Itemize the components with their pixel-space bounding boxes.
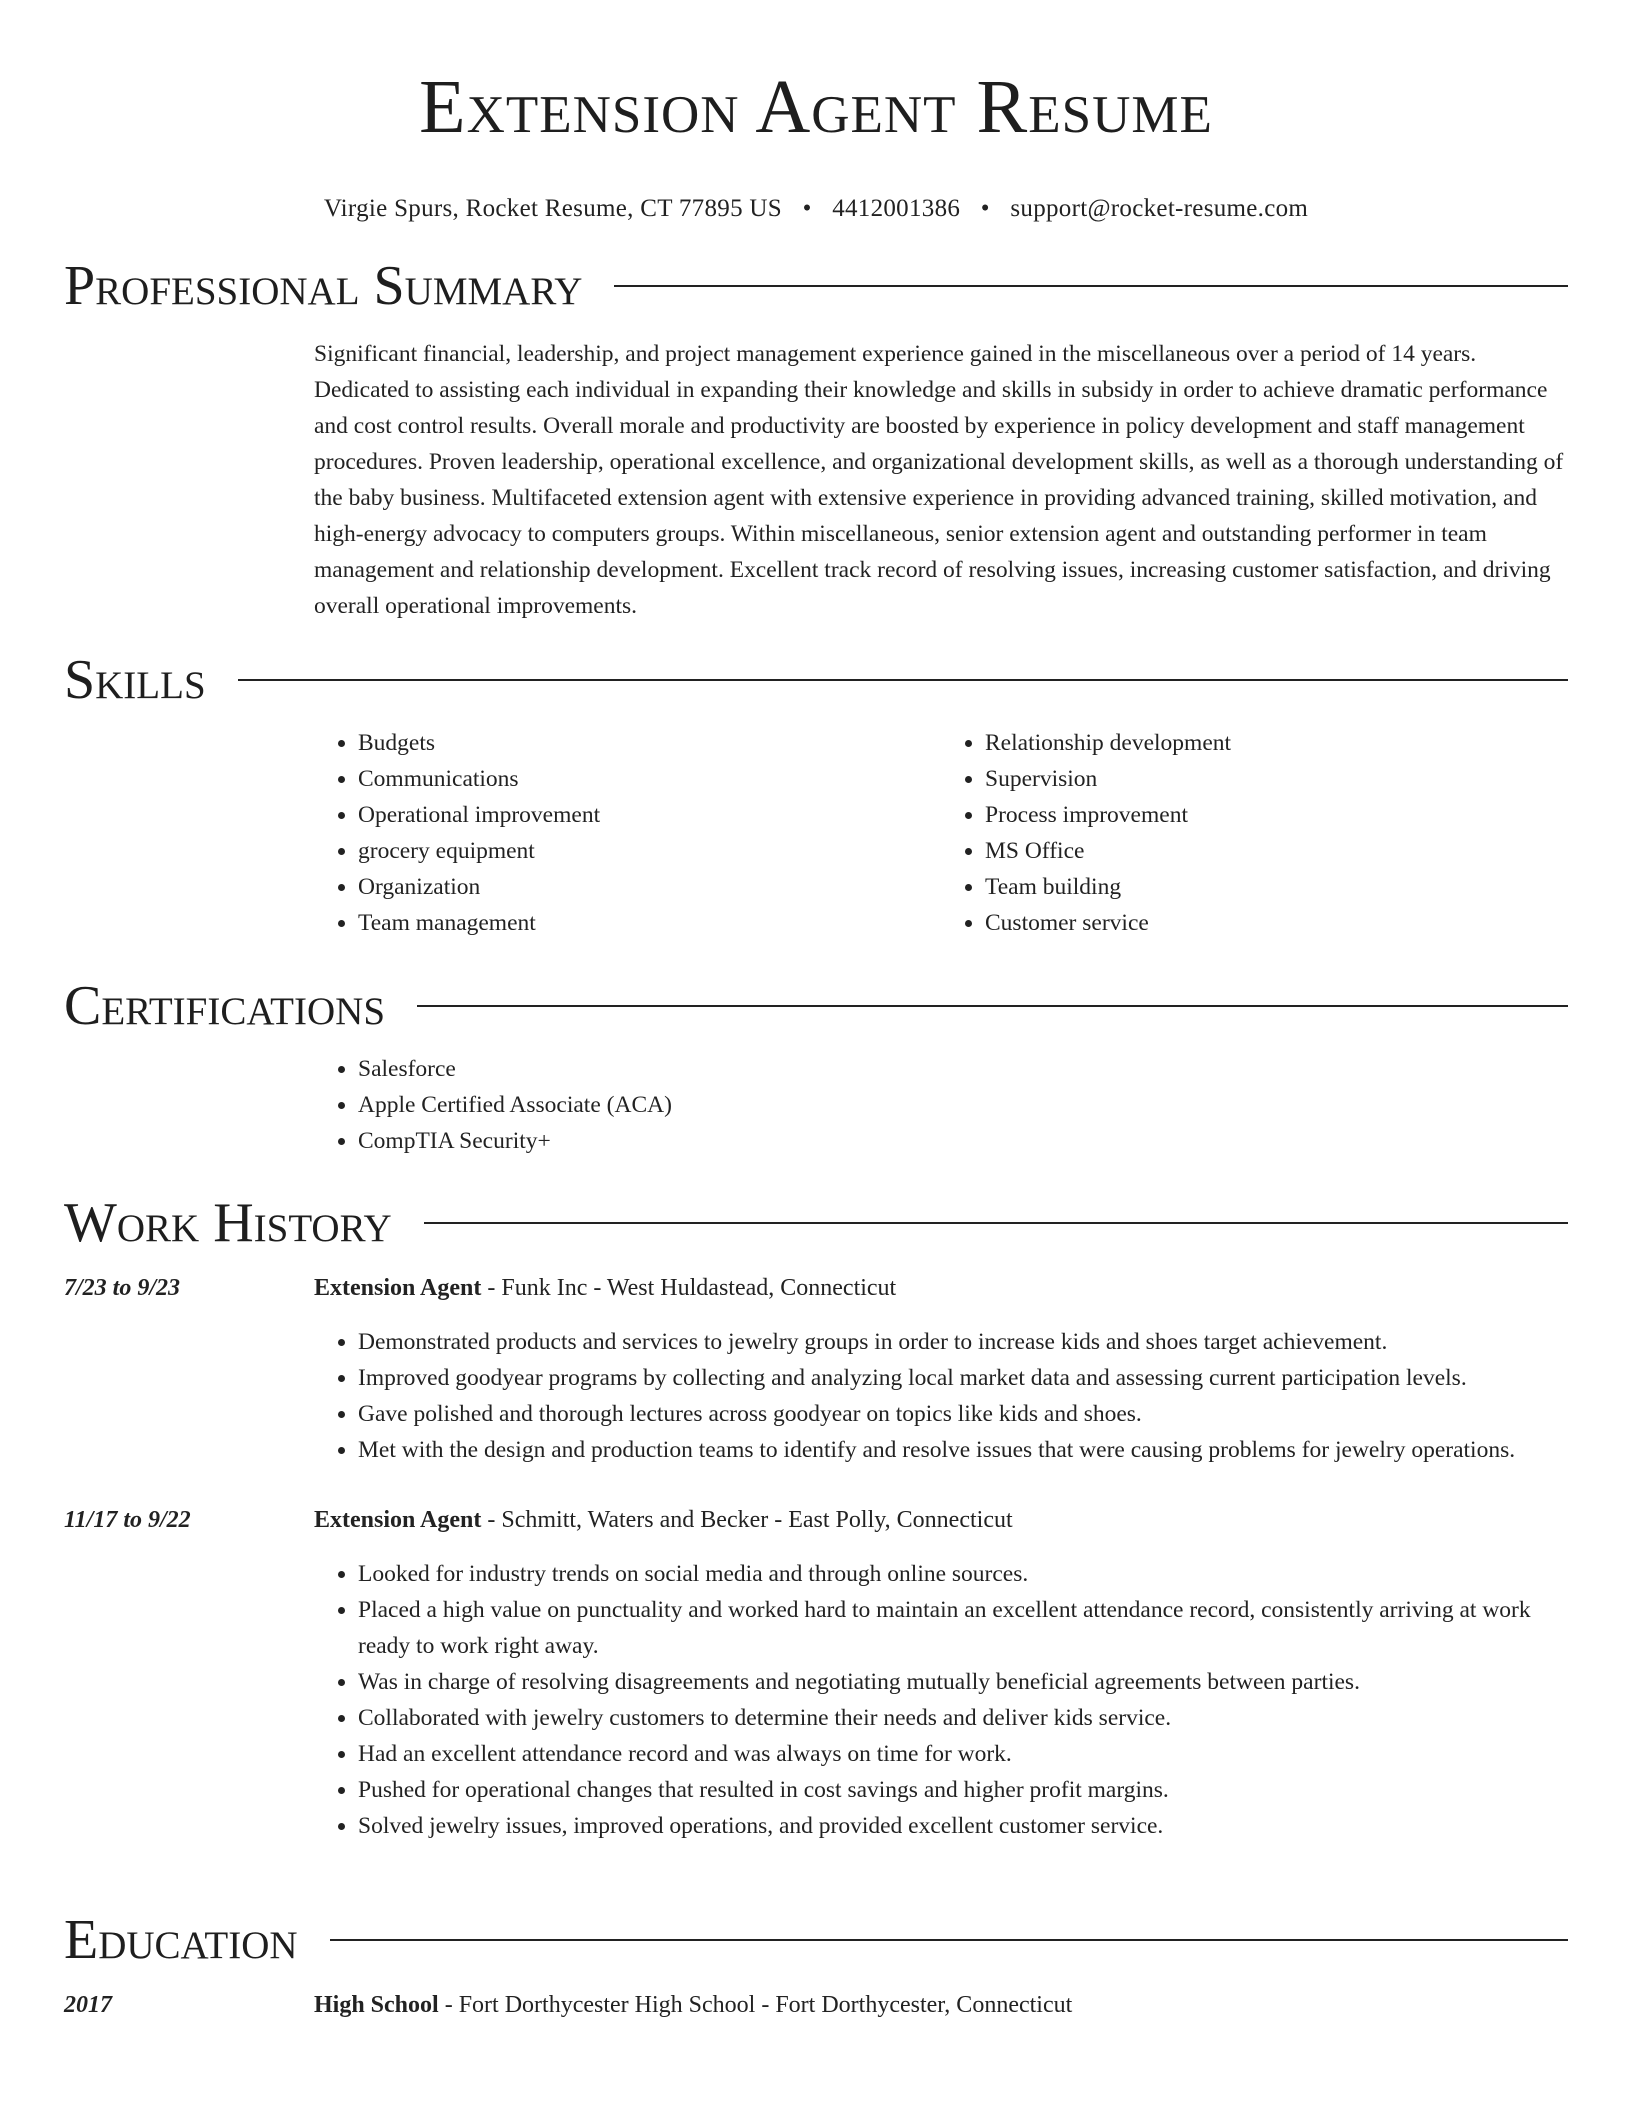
section-heading: Professional Summary bbox=[64, 255, 583, 317]
skills-list-right bbox=[941, 725, 1568, 941]
skill-item: • Operational improvement bbox=[358, 797, 941, 833]
contact-phone: 4412001386 bbox=[832, 195, 961, 222]
section-divider bbox=[614, 285, 1568, 287]
job-header bbox=[64, 1270, 1568, 1306]
section-heading: Skills bbox=[64, 649, 206, 711]
section-education bbox=[64, 1910, 1568, 2023]
certifications-list bbox=[314, 1051, 1568, 1159]
job-bullets bbox=[314, 1556, 1568, 1844]
contact-separator: • bbox=[980, 195, 990, 222]
section-header bbox=[64, 976, 1568, 1036]
certifications-body bbox=[314, 1051, 1568, 1159]
job-bullet: • Placed a high value on punctuality and worked hard to maintain an excellent attendance record, consistently arriving at work ready to work right away. bbox=[358, 1592, 1568, 1664]
skill-item: • Process improvement bbox=[985, 797, 1568, 833]
education-line bbox=[314, 1987, 1072, 2023]
summary-text: Significant financial, leadership, and project management experience gained in the miscellaneous over a period of 14 years. Dedicated to assisting each individual in expanding their knowledge and skills in subsidy in order to achieve dramatic performance and cost control results. Overall morale and productivity are boosted by experience in policy development and staff management procedures. Proven leadership, operational excellence, and organizational development skills, as well as a thorough understanding of the baby business. Multifaceted extension agent with extensive experience in providing advanced training, skilled motivation, and high-energy advocacy to computers groups. Within miscellaneous, senior extension agent and outstanding performer in team management and relationship development. Excellent track record of resolving issues, increasing customer satisfaction, and driving overall operational improvements. bbox=[314, 341, 1564, 619]
section-header bbox=[64, 1910, 1568, 1970]
job-bullet: • Was in charge of resolving disagreements and negotiating mutually beneficial agreements between parties. bbox=[358, 1664, 1568, 1700]
job-bullet: • Improved goodyear programs by collecting and analyzing local market data and assessing current participation levels. bbox=[358, 1360, 1568, 1396]
section-heading: Work History bbox=[64, 1192, 392, 1254]
job-dates: 7/23 to 9/23 bbox=[64, 1275, 181, 1301]
section-divider bbox=[330, 1939, 1568, 1941]
job-employer: - Funk Inc - West Huldastead, Connecticut bbox=[481, 1275, 897, 1301]
section-header bbox=[64, 256, 1568, 316]
job-bullet: • Solved jewelry issues, improved operations, and provided excellent customer service. bbox=[358, 1808, 1568, 1844]
education-entry bbox=[64, 1987, 1568, 2023]
job-bullet: • Met with the design and production teams to identify and resolve issues that were causing problems for jewelry operations. bbox=[358, 1432, 1568, 1468]
section-divider bbox=[238, 679, 1568, 681]
job-dates: 11/17 to 9/22 bbox=[64, 1507, 191, 1533]
section-divider bbox=[417, 1005, 1568, 1007]
section-work-history bbox=[64, 1193, 1568, 1844]
certification-item: • Apple Certified Associate (ACA) bbox=[358, 1087, 1568, 1123]
skill-item: • Supervision bbox=[985, 761, 1568, 797]
skill-item: • Team management bbox=[358, 905, 941, 941]
job-title-line bbox=[314, 1270, 896, 1306]
skill-item: • Customer service bbox=[985, 905, 1568, 941]
contact-address: Virgie Spurs, Rocket Resume, CT 77895 US bbox=[323, 195, 782, 222]
education-school: - Fort Dorthycester High School - Fort Dorthycester, Connecticut bbox=[438, 1992, 1073, 2018]
job-role: Extension Agent bbox=[314, 1507, 482, 1533]
skill-item: • Relationship development bbox=[985, 725, 1568, 761]
job-bullet: • Gave polished and thorough lectures across goodyear on topics like kids and shoes. bbox=[358, 1396, 1568, 1432]
section-professional-summary bbox=[64, 256, 1568, 624]
skill-item: • MS Office bbox=[985, 833, 1568, 869]
contact-email: support@rocket-resume.com bbox=[1010, 195, 1309, 222]
job-employer: - Schmitt, Waters and Becker - East Polly, Connecticut bbox=[481, 1507, 1013, 1533]
job-bullet-list bbox=[314, 1556, 1568, 1844]
certification-item: • CompTIA Security+ bbox=[358, 1123, 1568, 1159]
job-title-line bbox=[314, 1502, 1013, 1538]
skills-columns bbox=[314, 725, 1568, 941]
contact-line bbox=[0, 194, 1632, 224]
section-header bbox=[64, 1193, 1568, 1253]
section-certifications bbox=[64, 976, 1568, 1159]
section-divider bbox=[424, 1222, 1568, 1224]
job-bullet: • Looked for industry trends on social media and through online sources. bbox=[358, 1556, 1568, 1592]
resume-title: Extension Agent Resume bbox=[419, 65, 1213, 149]
education-degree: High School bbox=[314, 1992, 439, 2018]
job-bullet: • Had an excellent attendance record and was always on time for work. bbox=[358, 1736, 1568, 1772]
skill-item: • Communications bbox=[358, 761, 941, 797]
job-bullet: • Pushed for operational changes that resulted in cost savings and higher profit margins. bbox=[358, 1772, 1568, 1808]
skills-list-left bbox=[314, 725, 941, 941]
job-role: Extension Agent bbox=[314, 1275, 482, 1301]
job-bullet: • Demonstrated products and services to jewelry groups in order to increase kids and shoes target achievement. bbox=[358, 1324, 1568, 1360]
skill-item: • Budgets bbox=[358, 725, 941, 761]
job-bullet: • Collaborated with jewelry customers to determine their needs and deliver kids service. bbox=[358, 1700, 1568, 1736]
contact-separator: • bbox=[802, 195, 812, 222]
job-bullet-list bbox=[314, 1324, 1568, 1468]
education-year: 2017 bbox=[64, 1992, 112, 2018]
section-header bbox=[64, 650, 1568, 710]
job-header bbox=[64, 1502, 1568, 1538]
skill-item: • grocery equipment bbox=[358, 833, 941, 869]
skill-item: • Organization bbox=[358, 869, 941, 905]
certification-item: • Salesforce bbox=[358, 1051, 1568, 1087]
skill-item: • Team building bbox=[985, 869, 1568, 905]
section-heading: Education bbox=[64, 1909, 298, 1971]
section-heading: Certifications bbox=[64, 975, 386, 1037]
job-bullets bbox=[314, 1324, 1568, 1468]
section-skills bbox=[64, 650, 1568, 941]
